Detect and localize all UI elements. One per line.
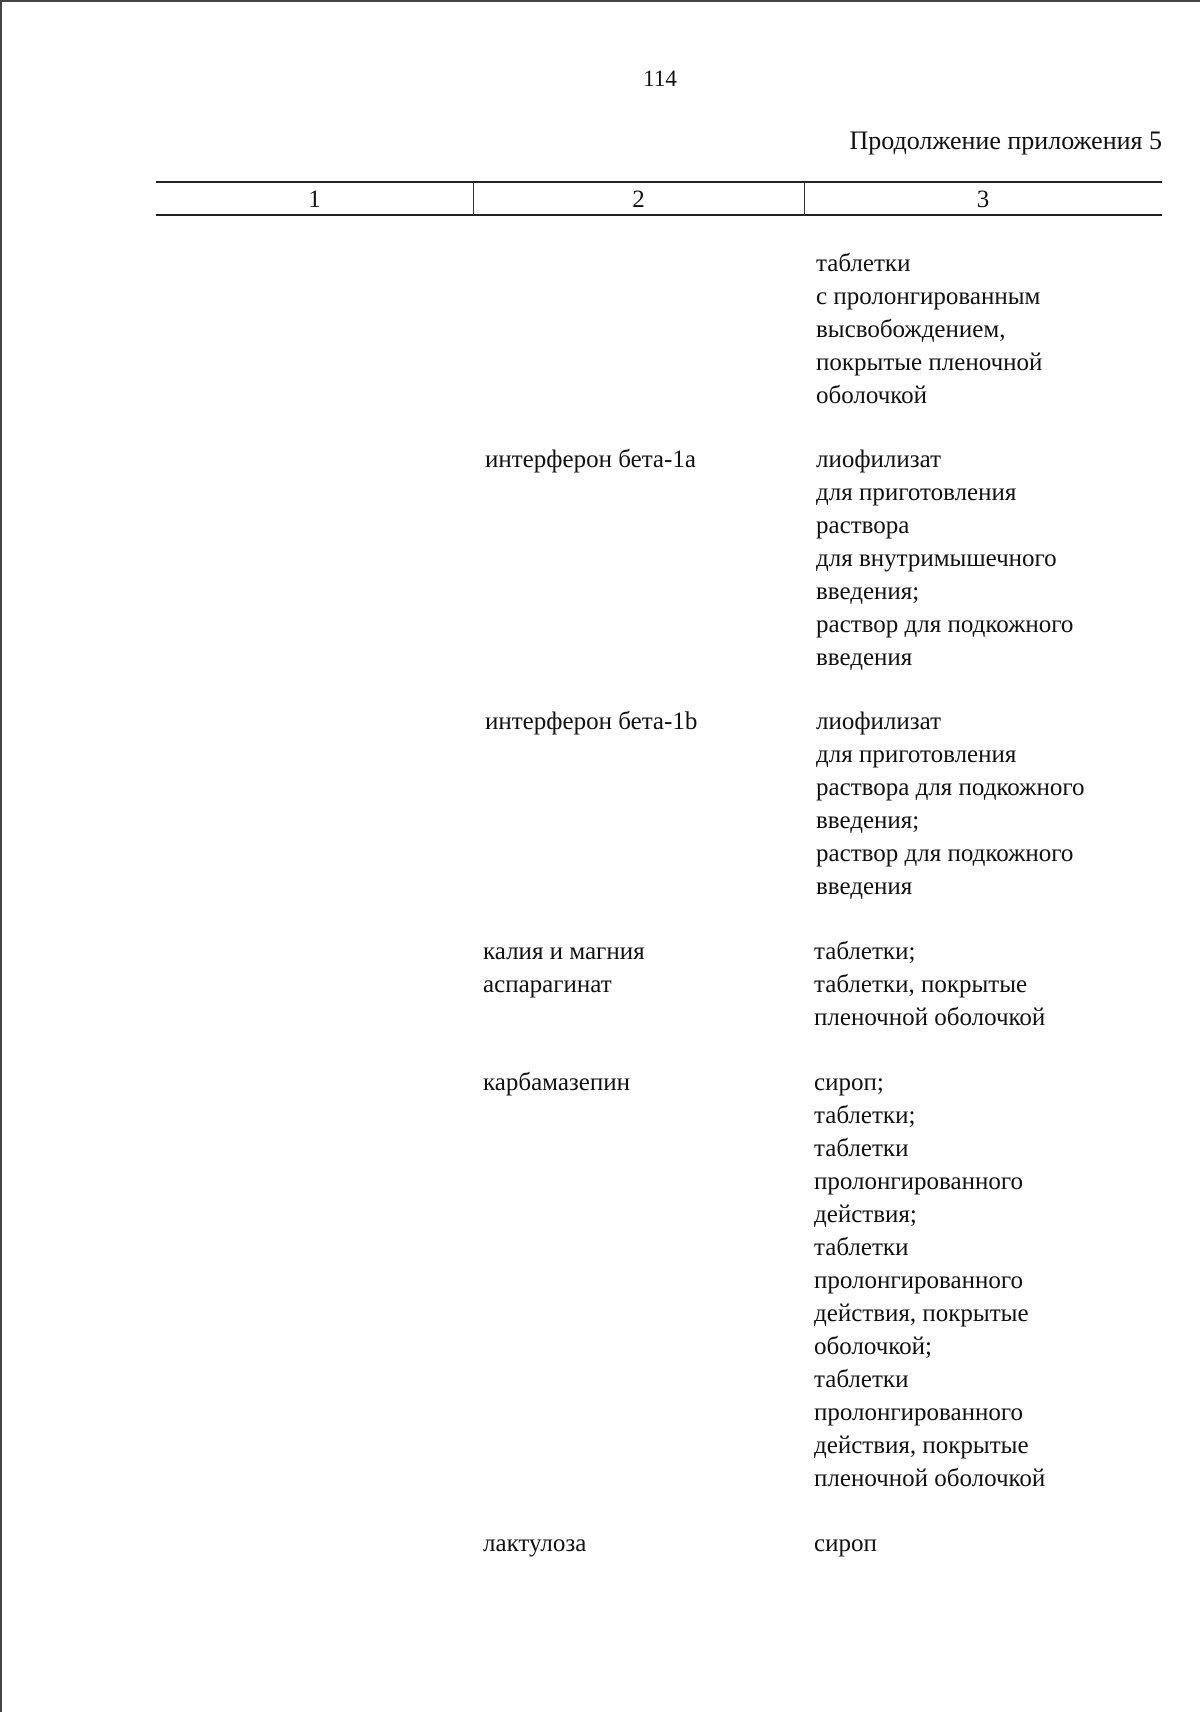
cell-line: интерферон бета-1а bbox=[485, 446, 696, 473]
cell-line: действия; bbox=[814, 1201, 917, 1228]
cell-line: интерферон бета-1b bbox=[485, 708, 698, 735]
cell-line: оболочкой bbox=[816, 382, 928, 409]
cell-line: введения bbox=[816, 644, 913, 671]
cell-line: действия, покрытые bbox=[814, 1300, 1029, 1327]
cell-line: лиофилизат bbox=[816, 708, 942, 735]
cell-line: раствор для подкожного bbox=[816, 611, 1074, 638]
cell-line: пленочной оболочкой bbox=[814, 1465, 1046, 1492]
drug-name-cell bbox=[485, 705, 697, 738]
dosage-form-cell bbox=[816, 247, 1042, 412]
cell-line: действия, покрытые bbox=[814, 1432, 1029, 1459]
cell-line: высвобождением, bbox=[816, 316, 1006, 343]
header-bottom-rule bbox=[156, 214, 1162, 216]
cell-line: покрытые пленочной bbox=[816, 349, 1043, 376]
cell-line: карбамазепин bbox=[483, 1069, 631, 1096]
continuation-label: Продолжение приложения 5 bbox=[849, 126, 1162, 155]
dosage-form-cell bbox=[816, 705, 1084, 903]
dosage-form-cell bbox=[814, 1066, 1045, 1495]
cell-line: таблетки bbox=[814, 1234, 909, 1261]
page-number: 114 bbox=[643, 66, 677, 91]
cell-line: таблетки; bbox=[814, 1102, 916, 1129]
drug-name-cell bbox=[483, 1066, 630, 1099]
cell-line: раствора bbox=[816, 512, 910, 539]
cell-line: введения bbox=[816, 873, 913, 900]
dosage-form-cell bbox=[816, 443, 1073, 674]
drug-name-cell bbox=[483, 935, 645, 1001]
cell-line: лактулоза bbox=[483, 1530, 587, 1557]
cell-line: аспарагинат bbox=[483, 971, 612, 998]
cell-line: с пролонгированным bbox=[816, 283, 1041, 310]
cell-line: раствор для подкожного bbox=[816, 840, 1074, 867]
dosage-form-cell bbox=[814, 1527, 877, 1560]
cell-line: пленочной оболочкой bbox=[814, 1004, 1046, 1031]
drug-name-cell bbox=[483, 1527, 586, 1560]
cell-line: введения; bbox=[816, 578, 920, 605]
cell-line: таблетки bbox=[816, 250, 911, 277]
cell-line: для приготовления bbox=[816, 479, 1017, 506]
cell-line: таблетки, покрытые bbox=[814, 971, 1028, 998]
header-col-2: 2 bbox=[632, 186, 645, 213]
cell-line: таблетки bbox=[814, 1135, 909, 1162]
cell-line: оболочкой; bbox=[814, 1333, 932, 1360]
cell-line: таблетки; bbox=[814, 938, 916, 965]
cell-line: раствора для подкожного bbox=[816, 774, 1085, 801]
cell-line: сироп; bbox=[814, 1069, 884, 1096]
header-top-rule bbox=[156, 181, 1162, 183]
cell-line: пролонгированного bbox=[814, 1267, 1023, 1294]
header-col-1: 1 bbox=[308, 186, 321, 213]
cell-line: для внутримышечного bbox=[816, 545, 1057, 572]
cell-line: для приготовления bbox=[816, 741, 1017, 768]
cell-line: пролонгированного bbox=[814, 1168, 1023, 1195]
cell-line: сироп bbox=[814, 1530, 877, 1557]
cell-line: пролонгированного bbox=[814, 1399, 1023, 1426]
dosage-form-cell bbox=[814, 935, 1045, 1034]
cell-line: калия и магния bbox=[483, 938, 645, 965]
scan-border-top bbox=[0, 0, 1200, 2]
scan-border-left bbox=[0, 0, 2, 1712]
drug-name-cell bbox=[485, 443, 696, 476]
cell-line: введения; bbox=[816, 807, 920, 834]
cell-line: таблетки bbox=[814, 1366, 909, 1393]
header-col-3: 3 bbox=[976, 186, 990, 213]
cell-line: лиофилизат bbox=[816, 446, 942, 473]
